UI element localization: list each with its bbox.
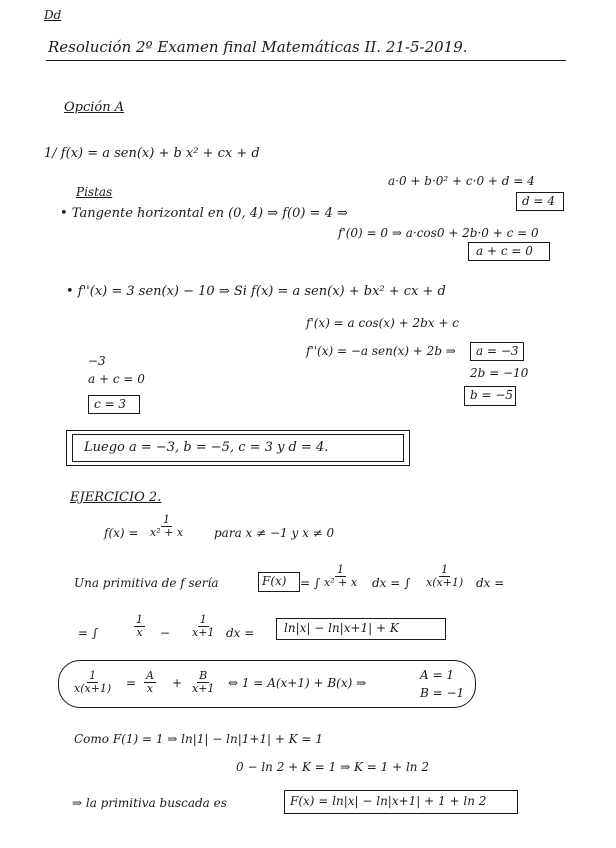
- ex1-eq1: a·0 + b·0² + c·0 + d = 4: [388, 174, 535, 188]
- ex2-pf-fracB: [190, 670, 216, 695]
- ex2-l3-n2: 1: [199, 613, 207, 626]
- ex2-pf-dB: x+1: [192, 682, 215, 695]
- ex2-pf-nB: B: [199, 669, 208, 682]
- ex2-l3-frac1: [134, 614, 145, 639]
- ex2-pf-n0: 1: [89, 669, 97, 682]
- ex2-F-label: F(x): [262, 574, 287, 588]
- ex2-int-den1: x² + x: [324, 576, 358, 589]
- ex2-dx2: dx =: [476, 576, 505, 590]
- ex2-pf-nA: A: [146, 669, 154, 682]
- ex1-res-c: c = 3: [94, 397, 127, 411]
- ex2-dx1: dx = ∫: [372, 576, 411, 590]
- title-underline: [46, 60, 566, 61]
- ex2-pf-eq: =: [126, 676, 137, 690]
- ex2-domain: para x ≠ −1 y x ≠ 0: [214, 526, 335, 540]
- ex2-pf-dA: x: [146, 682, 154, 695]
- ex2-pf-B: B = −1: [420, 686, 465, 700]
- ex2-l3-dx: dx =: [226, 626, 255, 640]
- ex1-statement: 1/ f(x) = a sen(x) + b x² + cx + d: [44, 146, 260, 161]
- ex2-int-fraction2: [424, 564, 465, 589]
- ex1-fprime0: f'(0) = 0 ⇒ a·cos0 + 2b·0 + c = 0: [338, 226, 539, 240]
- ex2-int-den2: x(x+1): [426, 576, 464, 589]
- ex2-como: Como F(1) = 1 ⇒ ln|1| − ln|1+1| + K = 1: [74, 732, 324, 746]
- ex1-conclusion: Luego a = −3, b = −5, c = 3 y d = 4.: [84, 440, 329, 455]
- ex2-f-num: 1: [163, 513, 171, 526]
- ex2-int-num1: 1: [337, 563, 345, 576]
- ex2-int-num2: 1: [441, 563, 449, 576]
- ex1-res-a: a = −3: [476, 344, 519, 358]
- ex2-como2: 0 − ln 2 + K = 1 ⇒ K = 1 + ln 2: [236, 760, 429, 774]
- ex2-f-lhs: f(x) =: [104, 526, 139, 540]
- ex1-twob: 2b = −10: [470, 366, 529, 380]
- ex1-res-b: b = −5: [470, 388, 514, 402]
- ex2-pf-frac0: [72, 670, 113, 695]
- ex2-int-fraction1: [322, 564, 359, 589]
- ex1-res-d: d = 4: [522, 194, 555, 208]
- ex1-fp: f'(x) = a cos(x) + 2bx + c: [306, 316, 459, 330]
- ex1-hints: Pistas: [76, 185, 113, 199]
- ex2-f-den: x² + x: [150, 526, 184, 539]
- ex2-int-sign: = ∫: [300, 576, 321, 590]
- ex2-final-intro: ⇒ la primitiva buscada es: [72, 796, 227, 810]
- ex2-prim-intro: Una primitiva de f sería: [74, 576, 219, 590]
- ex2-title: EJERCICIO 2.: [70, 490, 162, 505]
- ex2-pf-plus: +: [172, 676, 183, 690]
- ex2-l3-d1: x: [136, 626, 143, 639]
- ex1-res-ac: a + c = 0: [476, 244, 533, 258]
- ex2-l3-result: ln|x| − ln|x+1| + K: [284, 621, 399, 635]
- ex1-tangent: • Tangente horizontal en (0, 4) ⇒ f(0) = 4 ⇒: [60, 206, 348, 221]
- ex2-pf-d0: x(x+1): [74, 682, 112, 695]
- ex2-l3-minus: −: [160, 626, 171, 640]
- ex2-pf-A: A = 1: [420, 668, 454, 682]
- ex2-pf-rest: ⇔ 1 = A(x+1) + B(x) ⇒: [228, 676, 367, 690]
- ex2-l3-frac2: [190, 614, 216, 639]
- ex2-line3-a: = ∫: [78, 626, 99, 640]
- ex2-l3-n1: 1: [136, 613, 143, 626]
- header-mark: Dd: [44, 8, 62, 22]
- ex1-fpp: f''(x) = −a sen(x) + 2b ⇒: [306, 344, 456, 358]
- ex1-ac-eq: a + c = 0: [88, 372, 145, 386]
- page-title: Resolución 2º Examen final Matemáticas II. 21-5-2019.: [48, 38, 468, 56]
- ex2-f-fraction: [148, 514, 185, 539]
- ex1-second: • f''(x) = 3 sen(x) − 10 ⇒ Si f(x) = a sen(x) + bx² + cx + d: [66, 284, 446, 299]
- ex2-pf-fracA: [144, 670, 156, 695]
- option-heading: Opción A: [64, 100, 125, 115]
- ex2-l3-d2: x+1: [192, 626, 215, 639]
- ex1-minus3: −3: [88, 354, 106, 368]
- ex2-final-result: F(x) = ln|x| − ln|x+1| + 1 + ln 2: [290, 794, 487, 808]
